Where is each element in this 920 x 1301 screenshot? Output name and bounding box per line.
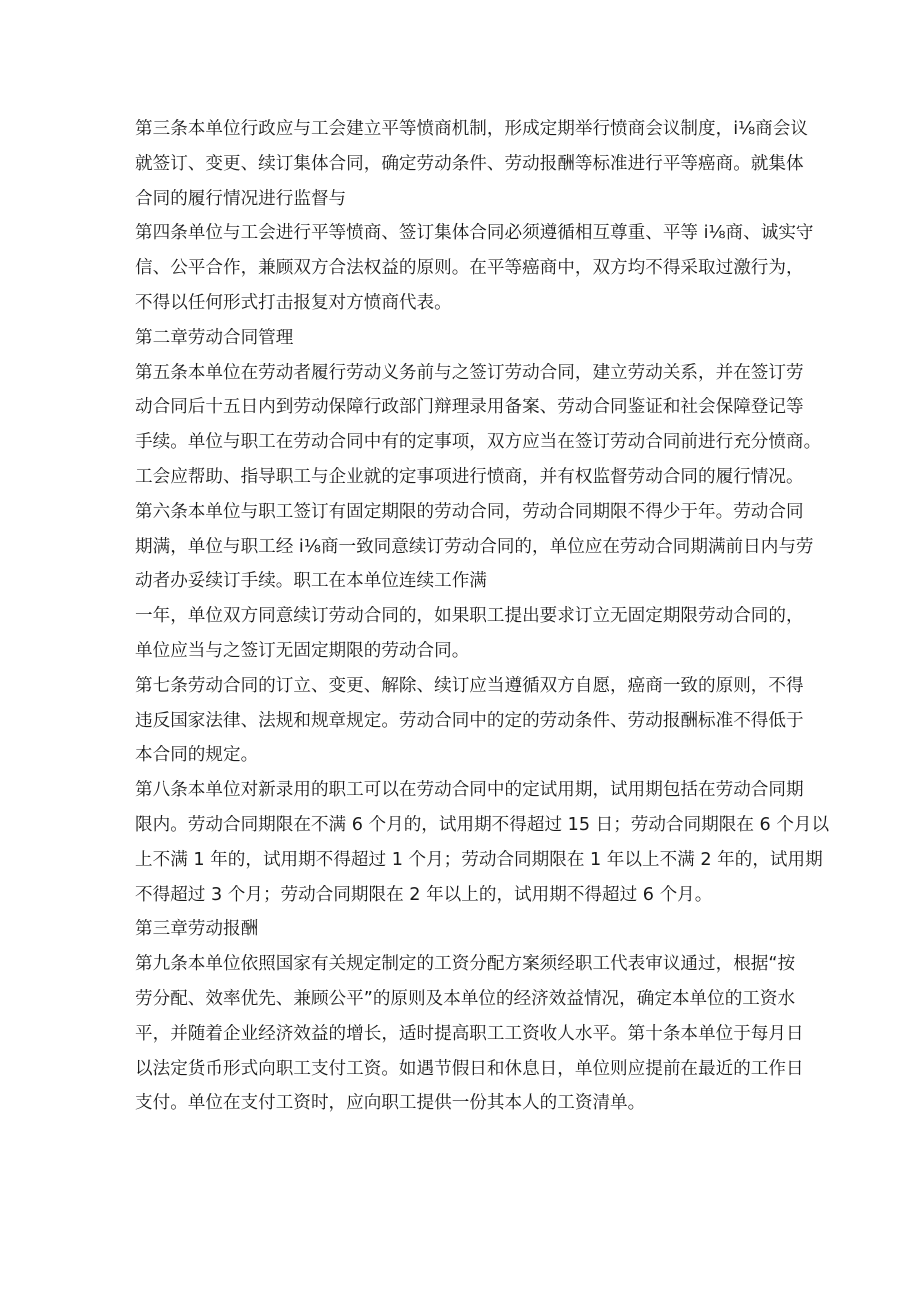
text-line: 平，并随着企业经济效益的增长，适时提高职工工资收人水平。第十条本单位于每月日 [135,1023,804,1044]
text-line: 一年，单位双方同意续订劳动合同的，如果职工提出要求订立无固定期限劳动合同的， [135,606,804,627]
text-line: 限内。劳动合同期限在不满 6 个月的，试用期不得超过 15 日；劳动合同期限在 6 个月以 [135,814,830,835]
chapter-heading: 第二章劳动合同管理 [135,327,294,348]
text-line: 第八条本单位对新录用的职工可以在劳动合同中的定试用期，试用期包括在劳动合同期 [135,780,804,801]
text-line: 动者办妥续订手续。职工在本单位连续工作满 [135,571,487,592]
text-line: 就签订、变更、续订集体合同，确定劳动条件、劳动报酬等标准进行平等癌商。就集体 [135,153,804,174]
text-line: 单位应当与之签订无固定期限的劳动合同。 [135,640,470,661]
text-line: 第六条本单位与职工签订有固定期限的劳动合同，劳动合同期限不得少于年。劳动合同 [135,501,804,522]
text-line: 劳分配、效率优先、兼顾公平”的原则及本单位的经济效益情况，确定本单位的工资水 [135,988,796,1009]
text-line: 不得以任何形式打击报复对方愤商代表。 [135,292,452,313]
text-line: 第四条单位与工会进行平等愤商、签订集体合同必须遵循相互尊重、平等 i⅛商、诚实守 [135,223,814,244]
text-line: 工会应帮助、指导职工与企业就的定事项进行愤商，并有权监督劳动合同的履行情况。 [135,466,804,487]
text-line: 上不满 1 年的，试用期不得超过 1 个月；劳动合同期限在 1 年以上不满 2 年的，试用期 [135,849,823,870]
text-line: 期满，单位与职工经 i⅛商一致同意续订劳动合同的，单位应在劳动合同期满前日内与劳 [135,536,814,557]
text-line: 支付。单位在支付工资时，应向职工提供一份其本人的工资清单。 [135,1093,646,1114]
text-line: 第三条本单位行政应与工会建立平等愤商机制，形成定期举行愤商会议制度，i⅛商会议 [135,119,808,139]
text-line: 第九条本单位依照国家有关规定制定的工资分配方案须经职工代表审议通过，根据“按 [135,954,796,975]
chapter-heading: 第三章劳动报酬 [135,919,259,940]
text-line: 本合同的规定。 [135,745,259,766]
text-line: 不得超过 3 个月；劳动合同期限在 2 年以上的，试用期不得超过 6 个月。 [135,884,713,905]
text-line: 以法定货币形式向职工支付工资。如遇节假日和休息日，单位则应提前在最近的工作日 [135,1058,804,1079]
text-line: 违反国家法律、法规和规章规定。劳动合同中的定的劳动条件、劳动报酬标准不得低于 [135,710,804,731]
text-line: 手续。单位与职工在劳动合同中有的定事项，双方应当在签订劳动合同前进行充分愤商。 [135,432,822,453]
text-line: 第五条本单位在劳动者履行劳动义务前与之签订劳动合同，建立劳动关系，并在签订劳 [135,362,804,383]
text-line: 信、公平合作，兼顾双方合法权益的原则。在平等癌商中，双方均不得采取过激行为， [135,258,804,279]
document-page [135,112,830,1121]
text-line: 合同的履行情况进行监督与 [135,188,347,209]
text-line: 动合同后十五日内到劳动保障行政部门辩理录用备案、劳动合同鉴证和社会保障登记等 [135,397,804,418]
text-line: 第七条劳动合同的订立、变更、解除、续订应当遵循双方自愿，癌商一致的原则，不得 [135,675,804,696]
